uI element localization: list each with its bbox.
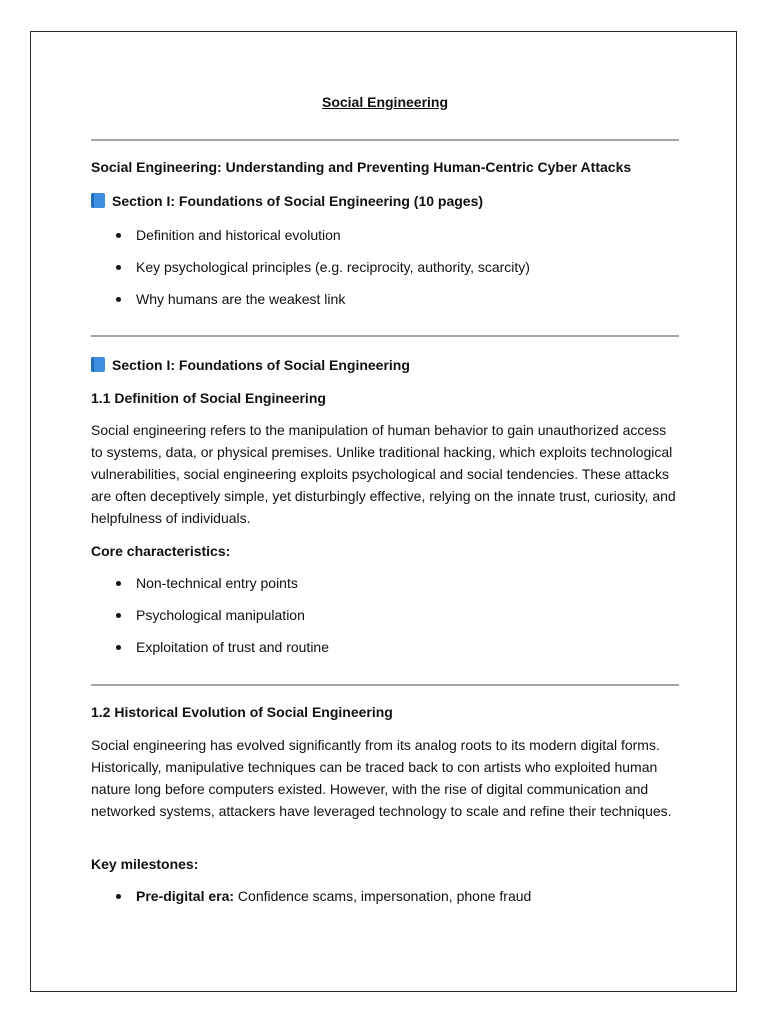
blue-book-icon: [91, 193, 105, 208]
document-page: [30, 31, 737, 992]
blue-book-icon: [91, 357, 105, 372]
section-heading-text: Section I: Foundations of Social Engineering: [112, 357, 410, 373]
section-outline-heading-text: Section I: Foundations of Social Engineering (10 pages): [112, 193, 484, 209]
subsection-heading-definition: 1.1 Definition of Social Engineering: [91, 390, 326, 406]
horizontal-rule: [91, 139, 679, 141]
horizontal-rule: [91, 684, 679, 686]
milestones-list: [91, 885, 679, 917]
core-characteristics-title: Core characteristics:: [91, 543, 231, 559]
definition-paragraph: Social engineering refers to the manipulation of human behavior to gain unauthorized access to systems, data, or physical premises. Unlike traditional hacking, which exploits technological vulnerabilities, social engineering exploits psychological and social tendencies. These attacks are often deceptively simple, yet disturbingly effective, relying on the innate trust, curiosity, and helpfulness of individuals.: [91, 422, 676, 526]
subsection-heading-history: 1.2 Historical Evolution of Social Engineering: [91, 704, 393, 720]
section-heading: [91, 354, 410, 376]
document-title: Social Engineering: [321, 94, 449, 110]
outline-list: [91, 224, 679, 320]
milestone-label: Pre-digital era:: [136, 888, 235, 904]
document-subtitle: Social Engineering: Understanding and Preventing Human-Centric Cyber Attacks: [91, 159, 632, 175]
milestone-text: Confidence scams, impersonation, phone fraud: [234, 888, 532, 904]
list-item: Non-technical entry points: [91, 572, 679, 604]
characteristics-list: [91, 572, 679, 668]
list-item: [91, 885, 679, 917]
list-item: Definition and historical evolution: [91, 224, 679, 256]
horizontal-rule: [91, 335, 679, 337]
list-item: Key psychological principles (e.g. reciprocity, authority, scarcity): [91, 256, 679, 288]
history-paragraph: Social engineering has evolved significantly from its analog roots to its modern digital forms. Historically, manipulative techniques can be traced back to con artists who exploited human nature long before computers existed. However, with the rise of digital communication and networked systems, attackers have leveraged technology to scale and refine their techniques.: [91, 737, 672, 819]
list-item: Psychological manipulation: [91, 604, 679, 636]
list-item: Exploitation of trust and routine: [91, 636, 679, 668]
section-outline-heading: [91, 190, 483, 212]
list-item: Why humans are the weakest link: [91, 288, 679, 320]
key-milestones-title: Key milestones:: [91, 856, 199, 872]
